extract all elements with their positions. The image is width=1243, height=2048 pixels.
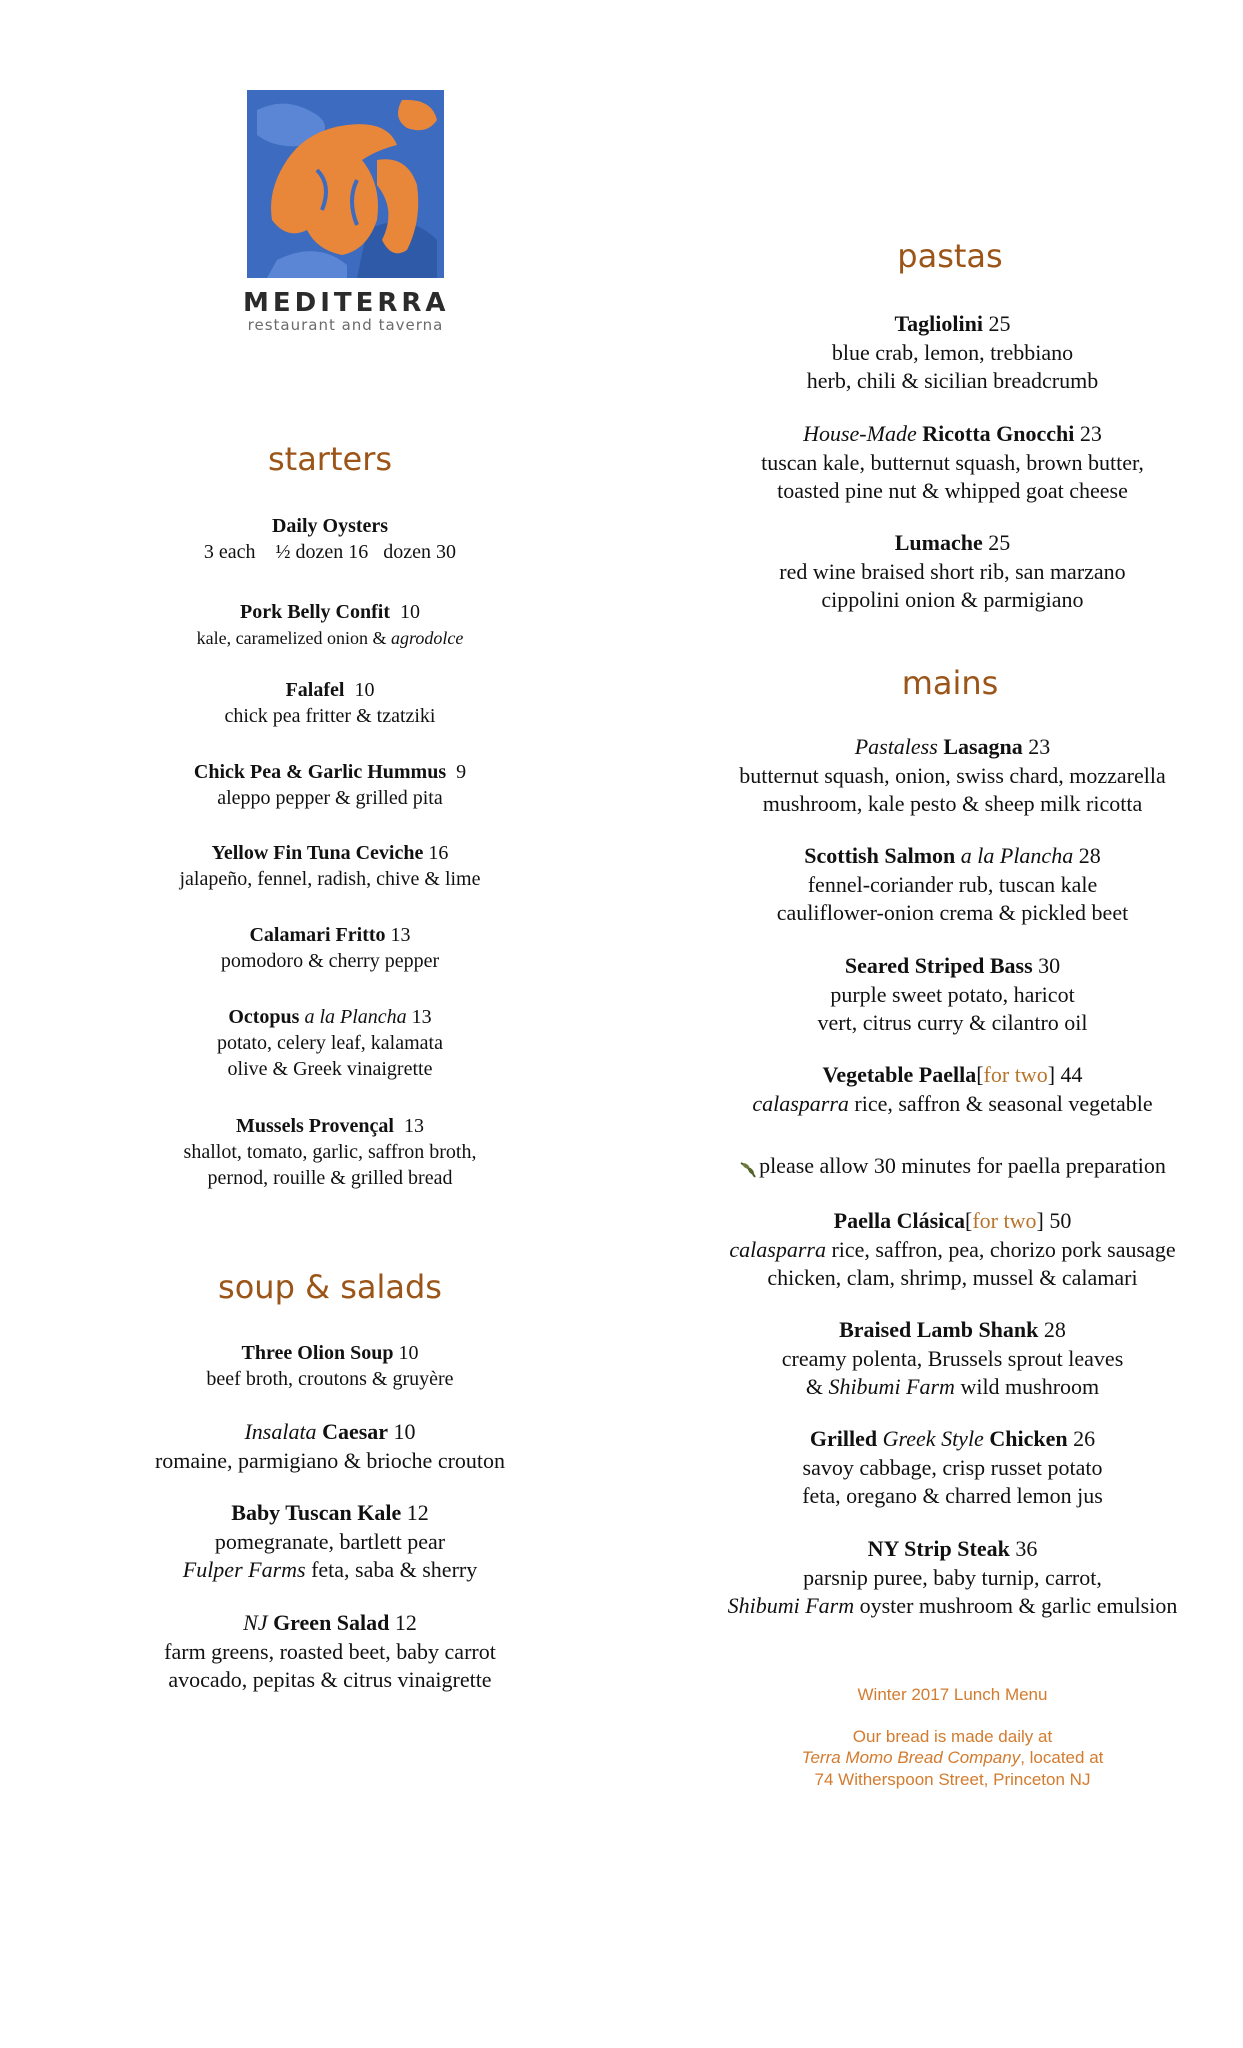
menu-item: Pastaless Lasagna 23 butternut squash, onion, swiss chard, mozzarella mushroom, kale pesto & sheep milk ricotta xyxy=(739,734,1166,817)
soup-salads-heading: soup & salads xyxy=(218,1268,442,1306)
bread-note: Our bread is made daily at Terra Momo Bread Company, located at 74 Witherspoon Street, Princeton NJ xyxy=(801,1727,1104,1789)
menu-item: NY Strip Steak 36 parsnip puree, baby turnip, carrot, Shibumi Farm oyster mushroom & garlic emulsion xyxy=(727,1536,1178,1619)
menu-item: Chick Pea & Garlic Hummus 9 aleppo pepper & grilled pita xyxy=(193,761,467,809)
brand-name: MEDITERRA xyxy=(243,288,450,318)
menu-item: Calamari Fritto 13 pomodoro & cherry pepper xyxy=(220,924,440,972)
menu-item: Scottish Salmon a la Plancha 28 fennel-coriander rub, tuscan kale cauliflower-onion crema & pickled beet xyxy=(776,843,1129,926)
menu-item: Lumache 25 red wine braised short rib, san marzano cippolini onion & parmigiano xyxy=(779,530,1126,613)
menu-item: Yellow Fin Tuna Ceviche 16 jalapeño, fennel, radish, chive & lime xyxy=(179,842,481,890)
menu-item: Paella Clásica[for two] 50 calasparra rice, saffron, pea, chorizo pork sausage chicken, clam, shrimp, mussel & calamari xyxy=(729,1208,1176,1291)
menu-item: Grilled Greek Style Chicken 26 savoy cabbage, crisp russet potato feta, oregano & charred lemon jus xyxy=(802,1426,1103,1509)
menu-item: Braised Lamb Shank 28 creamy polenta, Brussels sprout leaves & Shibumi Farm wild mushroom xyxy=(781,1317,1124,1400)
menu-item: Daily Oysters 3 each ½ dozen 16 dozen 30 xyxy=(203,515,457,563)
pastas-heading: pastas xyxy=(897,237,1003,275)
menu-item: Falafel 10 chick pea fritter & tzatziki xyxy=(224,679,436,727)
menu-item: Seared Striped Bass 30 purple sweet potato, haricot vert, citrus curry & cilantro oil xyxy=(817,953,1088,1036)
menu-item: Vegetable Paella[for two] 44 calasparra rice, saffron & seasonal vegetable xyxy=(752,1062,1153,1116)
menu-item: Mussels Provençal 13 shallot, tomato, garlic, saffron broth, pernod, rouille & grilled bread xyxy=(183,1115,477,1189)
brand-tagline: restaurant and taverna xyxy=(247,316,444,334)
menu-item: Tagliolini 25 blue crab, lemon, trebbiano herb, chili & sicilian breadcrumb xyxy=(806,311,1099,394)
menu-item: Three Olion Soup 10 beef broth, croutons & gruyère xyxy=(206,1342,454,1390)
menu-season: Winter 2017 Lunch Menu xyxy=(857,1685,1048,1704)
brand-logo xyxy=(243,90,448,334)
menu-item: NJ Green Salad 12 farm greens, roasted beet, baby carrot avocado, pepitas & citrus vinaigrette xyxy=(164,1610,496,1693)
menu-item: Octopus a la Plancha 13 potato, celery leaf, kalamata olive & Greek vinaigrette xyxy=(217,1006,443,1080)
menu-item: Baby Tuscan Kale 12 pomegranate, bartlett pear Fulper Farms feta, saba & sherry xyxy=(182,1500,478,1583)
paella-note: please allow 30 minutes for paella preparation xyxy=(715,1152,1190,1181)
menu-item: House-Made Ricotta Gnocchi 23 tuscan kale, butternut squash, brown butter, toasted pine nut & whipped goat cheese xyxy=(761,421,1144,504)
menu-item: Insalata Caesar 10 romaine, parmigiano & brioche crouton xyxy=(154,1419,506,1473)
starters-heading: starters xyxy=(267,440,393,478)
menu-item: Pork Belly Confit 10 kale, caramelized onion & agrodolce xyxy=(196,601,464,648)
logo-figures-icon xyxy=(247,90,444,278)
olive-branch-icon xyxy=(739,1158,759,1178)
mains-heading: mains xyxy=(901,664,999,702)
